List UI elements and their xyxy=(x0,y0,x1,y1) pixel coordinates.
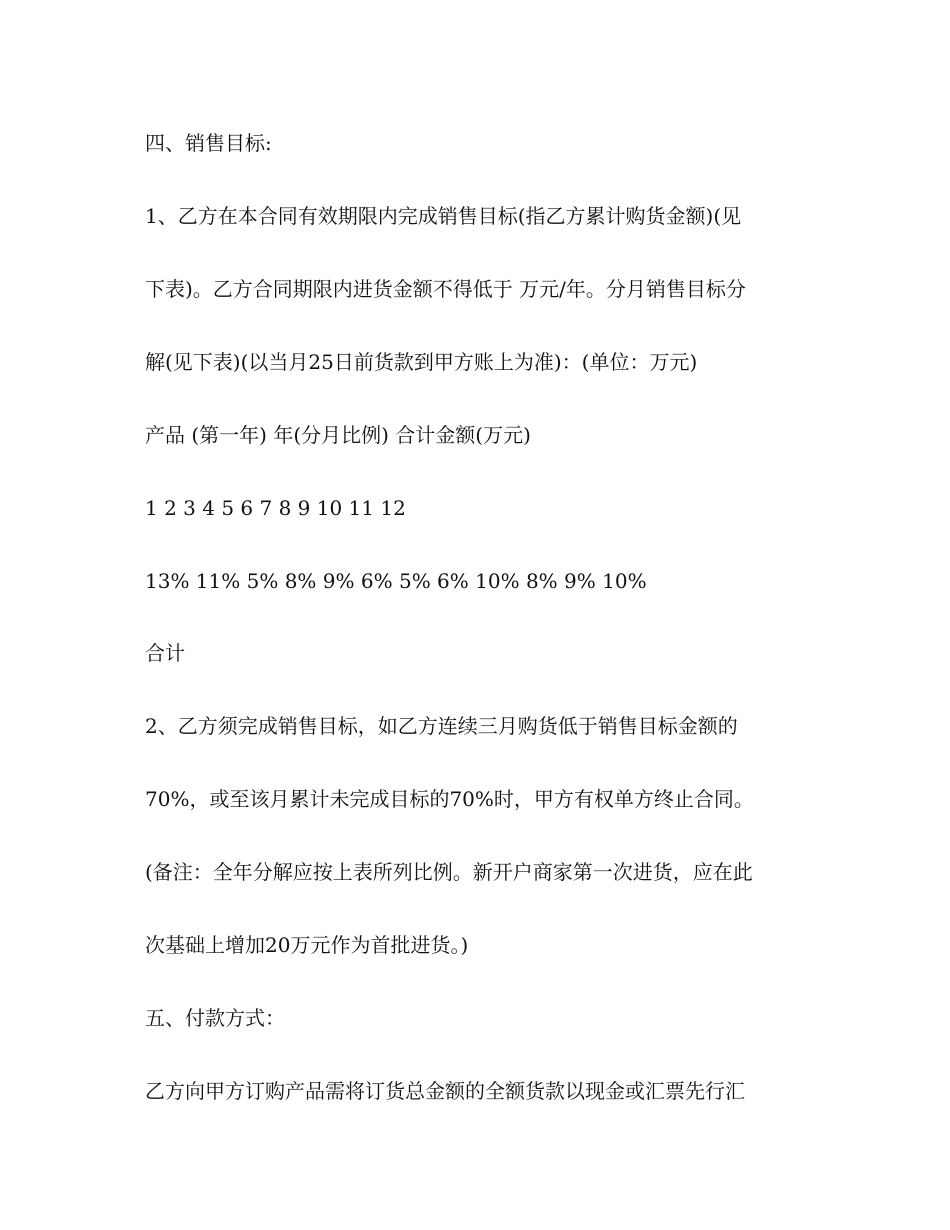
paragraph-line: 1、乙方在本合同有效期限内完成销售目标(指乙方累计购货金额)(见 xyxy=(145,204,742,228)
table-header-line: 产品 (第一年) 年(分月比例) 合计金额(万元) xyxy=(145,423,531,447)
table-months-line: 1 2 3 4 5 6 7 8 9 10 11 12 xyxy=(145,496,406,520)
table-percentages-line: 13% 11% 5% 8% 9% 6% 5% 6% 10% 8% 9% 10% xyxy=(145,569,647,593)
paragraph-line: 70%，或至该月累计未完成目标的70%时，甲方有权单方终止合同。 xyxy=(145,787,754,811)
section-heading-sales-target: 四、销售目标: xyxy=(145,131,272,155)
paragraph-line: 下表)。乙方合同期限内进货金额不得低于 万元/年。分月销售目标分 xyxy=(145,277,746,301)
paragraph-line: 解(见下表)(以当月25日前货款到甲方账上为准)：(单位：万元) xyxy=(145,350,698,374)
table-total-line: 合计 xyxy=(145,641,185,665)
note-line: 次基础上增加20万元作为首批进货。) xyxy=(145,933,469,957)
section-heading-payment-method: 五、付款方式： xyxy=(145,1006,285,1030)
paragraph-line: 乙方向甲方订购产品需将订货总金额的全额货款以现金或汇票先行汇 xyxy=(145,1079,745,1103)
paragraph-line: 2、乙方须完成销售目标，如乙方连续三月购货低于销售目标金额的 xyxy=(145,714,738,738)
note-line: (备注：全年分解应按上表所列比例。新开户商家第一次进货，应在此 xyxy=(145,860,753,884)
